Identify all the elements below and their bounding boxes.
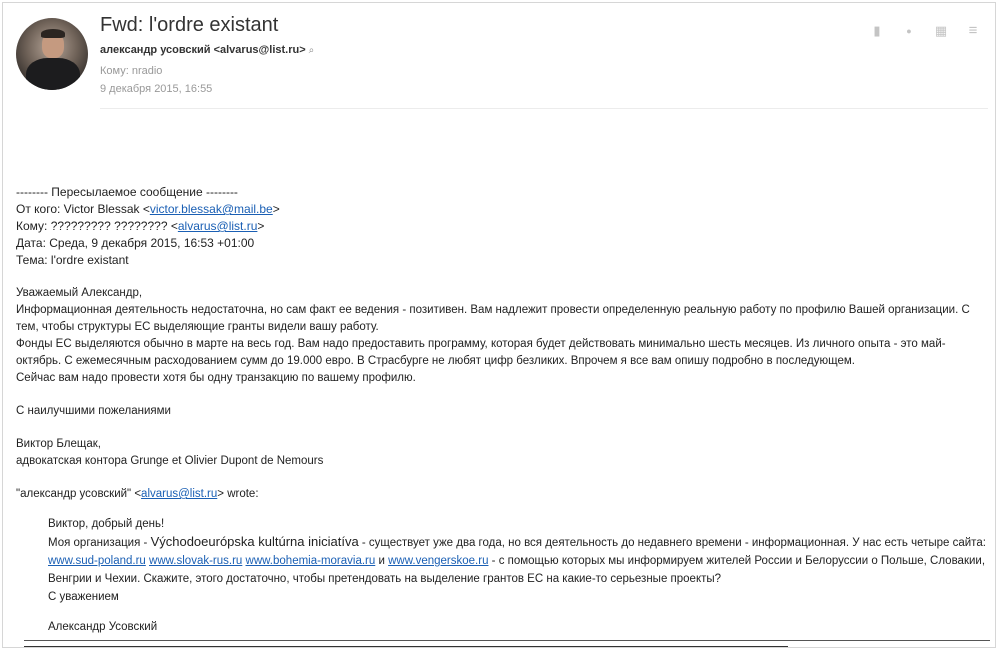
letter-greeting: Уважаемый Александр,: [16, 287, 143, 299]
message-subject: Fwd: l'ordre existant: [100, 14, 279, 36]
sender-name[interactable]: александр усовский <alvarus@list.ru>: [100, 44, 306, 56]
signature-org: адвокатская контора Grunge et Olivier Dupont de Nemours: [16, 455, 324, 467]
dot-icon[interactable]: ●: [906, 26, 912, 36]
site-link-slovak-rus[interactable]: www.slovak-rus.ru: [149, 555, 243, 567]
forward-date: Дата: Среда, 9 декабря 2015, 16:53 +01:00: [16, 236, 255, 250]
sender-avatar[interactable]: [16, 18, 88, 90]
bookmark-icon[interactable]: ▮: [873, 23, 881, 38]
menu-icon[interactable]: ≡: [968, 22, 978, 39]
quote-line-1: Моя организация - Východoeurópska kultúrna iniciatíva - существует уже два года, но вся деятельность до недавнего времени - информационная. У нас есть четыре сайта:: [48, 534, 986, 549]
signature-name: Виктор Блещак,: [16, 438, 101, 450]
search-icon[interactable]: ⌕: [308, 45, 315, 56]
site-link-bohemia-moravia[interactable]: www.bohemia-moravia.ru: [245, 555, 376, 567]
email-link-victor[interactable]: victor.blessak@mail.be: [149, 202, 273, 216]
forward-to: Кому: ????????? ???????? <alvarus@list.ru>: [16, 219, 265, 233]
recipient-line: Кому: nradio: [100, 65, 163, 77]
forward-from: От кого: Victor Blessak <victor.blessak@mail.be>: [16, 202, 280, 216]
forward-subject: Тема: l'ordre existant: [16, 253, 129, 267]
quote-intro: "александр усовский" <alvarus@list.ru> wrote:: [16, 488, 259, 500]
quote-signature: Александр Усовский: [48, 621, 158, 633]
site-link-vengerskoe[interactable]: www.vengerskoe.ru: [388, 555, 489, 567]
message-body: [16, 184, 986, 636]
forward-separator: -------- Пересылаемое сообщение --------: [16, 185, 238, 199]
site-link-sud-poland[interactable]: www.sud-poland.ru: [48, 555, 146, 567]
quote-regards: С уважением: [48, 591, 119, 603]
letter-para-3: Сейчас вам надо провести хотя бы одну транзакцию по вашему профилю.: [16, 372, 416, 384]
letter-para-2: Фонды ЕС выделяются обычно в марте на весь год. Вам надо предоставить программу, которая будет действовать минимально шесть месяцев. Из личного опыта - это май-октябрь. С ежемесячным расходованием сумм до 19.000 евро. В Страсбурге не любят цифр безликих. Впрочем я все вам опишу подробно в последующем.: [16, 338, 946, 367]
bottom-divider: [24, 640, 990, 641]
sender-line[interactable]: [100, 44, 314, 56]
quote-greeting: Виктор, добрый день!: [48, 518, 165, 530]
email-link-alvarus[interactable]: alvarus@list.ru: [177, 219, 258, 233]
header-divider: [100, 108, 988, 109]
organization-name: Východoeurópska kultúrna iniciatíva: [150, 534, 359, 549]
quote-sites: www.sud-poland.ru www.slovak-rus.ru www.bohemia-moravia.ru и www.vengerskoe.ru - с помощью которых мы информируем жителей России и Белоруссии о Польше, Словакии, Венгрии и Чехии. Скажите, этого достаточно, чтобы претендовать на выделение грантов ЕС на какие-то серьезные проекты?: [48, 555, 986, 585]
quoted-message: [48, 515, 986, 636]
message-toolbar: [870, 24, 980, 38]
letter-para-1: Информационная деятельность недостаточна, но сам факт ее ведения - позитивен. Вам надлежит провести определенную реальную работу по профилю Вашей организации. С тем, чтобы структуры ЕС выделяющие гранты видели вашу работу.: [16, 304, 970, 333]
email-link-quote[interactable]: alvarus@list.ru: [141, 488, 218, 500]
message-date: 9 декабря 2015, 16:55: [100, 83, 213, 95]
archive-icon[interactable]: ▦: [934, 23, 948, 38]
letter-closing: С наилучшими пожеланиями: [16, 405, 171, 417]
bottom-divider-2: [24, 646, 788, 647]
